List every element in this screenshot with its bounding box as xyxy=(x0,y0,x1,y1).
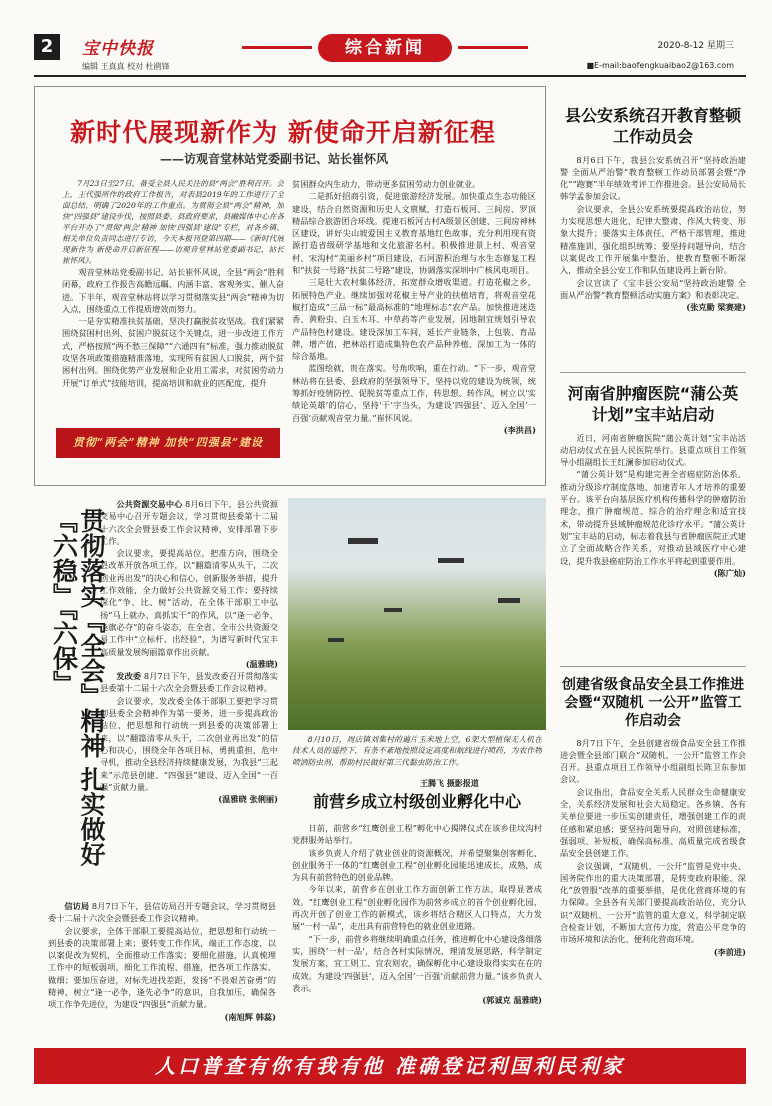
paper-logo: 宝中快报 xyxy=(82,39,154,59)
item-heading: 发改委 xyxy=(116,671,142,682)
police-article xyxy=(560,106,746,366)
item-text: 8月7日下午，县信访局召开专题会议，学习贯彻县委十二届十六次全会暨县委工作会议精神。 xyxy=(48,901,276,924)
article-paragraph: 今年以来，前营乡在创业工作方面创新工作方法，取得显著成效。“红鹰创业工程”创业孵化园作为前营乡成立的首个创业孵化园，再次开创了创业工作的新模式，该乡将结合精区人口特点，大力发展“一村一品”，走出具有前营特色的就业创业道路。 xyxy=(292,884,542,932)
article-paragraph: 8月6日下午，我县公安系统召开“坚持政治建警 全面从严治警”教育整顿工作动员部署会暨“净化”“跑赛”半年绩效考评工作推进会。县公安局局长韩学孟参加会议。 xyxy=(560,154,746,202)
hospital-article xyxy=(560,384,746,662)
article-paragraph: 日前，前营乡“红鹰创业工程”孵化中心揭牌仪式在该乡佳坟沟村党群服务站举行。 xyxy=(292,823,542,846)
item-byline: (温雅晓) xyxy=(245,658,278,669)
lead-paragraph: 贫困群众内生动力，带动更多贫困劳动力创业就业。 xyxy=(292,179,481,189)
article-paragraph: “下一步，前营乡将继续明确重点任务，推进孵化中心建设落细落实，围绕‘一村一品’，结合各村实际情况，理清发展思路，科学制定发展方案，宜工则工、宜农则农，确保孵化中心建设取得实实在在的成效。为建设‘四强县’，迈入全国‘一百强’贡献前营力量。”该乡负责人表示。 xyxy=(292,933,542,993)
article-paragraph: 8月7日下午，全县创建省级食品安全县工作推进会暨全县部门联合“双随机、一公开”监管工作会召开。县重点项目工作领导小组副组长陈卫东参加会议。 xyxy=(560,737,746,785)
header-rule xyxy=(34,75,746,77)
item-text: 会议要求，全体干部职工要提高站位，把思想和行动统一到县委的决策部署上来；要转变工作作风，端正工作态度，以以案促改为契机，全面推动工作落实；要细化措施，认真梳理工作中的短板弱项，细化工作流程、措施，把各项工作落实、做细；要加压奋进，对标先进找差距，发扬“不畏艰苦奋勇”的精神，树立“逢一必争，逢先必争”的意识，自我加压，确保各项工作争先进位，为建设“四强县”贡献力量。 xyxy=(48,925,276,1010)
lead-paragraph: 三是壮大农村集体经济，拓宽群众增收渠道。打造花椒之乡，拓展特色产业。继续加强对花椒主导产业的扶植培育，将观音堂花椒打造成“三品一标”最高标准的“地理标志”农产品。加快推进迷迭香、黄粉虫、白玉木耳、中草药等产业发展，因地制宜规划引导农产品特色村建设。建设深加工车间，延长产业链条，上包装、育品牌，增产值，把林站打造成集特色农产品种养植、深加工为一体的综合基地。 xyxy=(292,277,536,362)
masthead xyxy=(34,28,746,76)
article-byline: (郭诚克 温雅晓) xyxy=(482,995,542,1006)
plenum-column xyxy=(100,498,278,898)
item-text: 8月6日下午，县公共资源交易中心召开专题会议，学习贯彻县委第十二届十六次全会暨县委工作会议精神，安排部署下步工作。 xyxy=(100,499,278,546)
food-safety-title: 创建省级食品安全县工作推进会暨“双随机 一公开”监管工作启动会 xyxy=(562,677,744,730)
article-paragraph: 会议宣读了《宝丰县公安局“坚持政治建警 全面从严治警”教育整顿活动实施方案》和表彰决定。 xyxy=(560,277,746,300)
article-paragraph: 会议要求，全县公安系统要提高政治站位，努力实现思想大进化、纪律大整肃、作风大转变、形象大提升；要落实主体责任，严格干部管理，推进精准施训，强化组织统筹；要坚持问题导向，结合以案促改工作开展集中整治，使教育整顿不断深入，推动全县公安工作和队伍建设再上新台阶。 xyxy=(560,203,746,276)
item-text: 8月7日下午，县发改委召开贯彻落实县委第十二届十六次全会暨县委工作会议精神。 xyxy=(100,671,278,694)
vertical-headline: 贯彻落实『全会』精神 扎实做好『六稳』『六保』 xyxy=(49,508,106,867)
contact-email: ■E-mail:baofengkuaibao2@163.com xyxy=(586,61,734,70)
police-title: 县公安系统召开教育整顿工作动员会 xyxy=(564,106,741,146)
lead-paragraph: 一是夯实精准扶贫基础，坚决打赢脱贫攻坚战。我们紧紧围绕贫困村出列、贫困户脱贫这个关键点，进一步改进工作方式，严格按照“两不愁三保障”“六通四有”标准，强力推动脱贫攻坚各项政策措施精准落地，实现所有贫困人口脱贫，两个贫困村出列。围绕优势产业发展和企业用工需求，对贫困劳动力开展“订单式”技能培训，提高培训和就业的匹配度，提升 xyxy=(62,316,284,388)
item-byline: (南旭辉 韩蕊) xyxy=(224,1011,276,1022)
lead-title: 新时代展现新作为 新使命开启新征程 xyxy=(70,118,496,147)
census-slogan-banner: 人口普查有你有我有他 准确登记利国利民利家 xyxy=(34,1048,746,1084)
lead-intro: 7月23日至27日，备受全县人民关注的县“两会”胜利召开。会上，王代强所作的政府工作报告，对表县2019年的工作进行了全面总结，明确了2020年的工作重点。为贯彻全县“两会”精神，加快“四强县”建设步伐，按照县委、县政府要求，县融媒体中心在各平台开办了“贯彻‘两会’精神 加快‘四强县’建设”专栏，对各乡镇、相关单位负责同志进行专访，今天本报刊登第四期——《新时代展现新作为 新使命开启新征程——访观音堂林站党委副书记、站长崔怀风》。 xyxy=(62,179,284,265)
article-paragraph: 近日，河南省肿瘤医院“蒲公英计划”宝丰站活动启动仪式在县人民医院举行。县重点项目工作领导小组副组长王红澜参加启动仪式。 xyxy=(560,432,746,468)
article-paragraph: “蒲公英计划”是构建完善全省癌症防治体系、推动分级诊疗制度落地、加速青年人才培养的重要平台。该平台向基层医疗机构传播科学的肿瘤防治理念，推广肿瘤规范、综合的治疗理念和适宜技术，带动提升县域肿瘤规范化诊疗水平。“蒲公英计划”宝丰站的启动，标志着我县与省肿瘤医院正式建立了全面战略合作关系，对推动县域医疗中心建设，提升我县癌症防治工作水平将起到重要作用。 xyxy=(560,469,746,566)
article-byline: (陈广灿) xyxy=(713,567,746,578)
photo-credit: 王腾飞 摄影报道 xyxy=(420,779,479,788)
photo-caption-block xyxy=(292,734,542,778)
lead-paragraph: 蓝图绘就，贵在落实。号角吹响，重在行动。“下一步，观音堂林站将在县委、县政府的坚强领导下，坚持以党的建设为统领，统筹抓好疫情防控、促脱贫等重点工作，转思想、转作风，树立以‘实绩论英雄’的信心，坚持‘干’字当头，为建设‘四强县’、迈入全国‘一百强’贡献观音堂力量。”崔怀风说。 xyxy=(292,363,536,423)
campaign-banner: 贯彻“两会”精神 加快“四强县”建设 xyxy=(56,428,280,458)
item-text: 会议要求，要提高站位，把准方向，围绕全县改革开放各项工作，以“翻篇清零从头干，二次创业再出发”的决心和信心，创新服务举措，提升工作效能，全力做好公共资源交易工作；要持续深化“争、比、树”活动，在全体干部职工中弘扬“马上就办、真抓实干”的作风，以“逢一必争、逢旗必夺”的奋斗姿态，在全省、全市公共资源交易工作中“立标杆、出经验”，为谱写新时代宝丰高质量发展绚丽篇章作出贡献。 xyxy=(100,548,278,657)
incubator-article xyxy=(292,822,542,1036)
section-title: 综合新闻 xyxy=(318,34,452,62)
drone-photo xyxy=(288,498,546,730)
incubator-title: 前营乡成立村级创业孵化中心 xyxy=(312,792,521,811)
article-byline: (张克勤 梁赛建) xyxy=(686,302,746,313)
column-divider xyxy=(560,666,746,667)
food-safety-article xyxy=(560,676,746,1040)
item-heading: 信访局 xyxy=(64,901,90,911)
lead-byline: (李洪昌) xyxy=(503,424,536,435)
column-divider xyxy=(560,372,746,373)
hospital-title: 河南省肿瘤医院“蒲公英计划”宝丰站启动 xyxy=(567,384,739,424)
item-byline: (温雅晓 张俐丽) xyxy=(218,794,278,805)
photo-caption: 8月10日，周店镇刘集村的遍片玉米地上空，6架大型植保无人机在技术人员的遥控下，有条不紊地按照设定高度和航线进行喷药，为农作物喷洒防虫剂，帮助村民做好第三代黏虫防治工作。 xyxy=(292,735,542,767)
petition-column xyxy=(48,900,276,1036)
article-paragraph: 会议指出，食品安全关系人民群众生命健康安全，关系经济发展和社会大局稳定。各乡镇、各有关单位要进一步压实创建责任，增强创建工作的责任感和紧迫感；要坚持问题导向，对照创建标准，强弱项、补短板，确保高标准、高质量完成省级食品安全县创建工作。 xyxy=(560,786,746,859)
item-heading: 公共资源交易中心 xyxy=(116,499,183,509)
article-paragraph: 会议强调，“双随机、一公开”监管是党中央、国务院作出的重大决策部署，是转变政府职能、深化“放管服”改革的重要举措，是优化营商环境的有力保障。全县各有关部门要提高政治站位，充分认识“双随机、一公开”监管的重大意义，科学制定联合检查计划，不断加大宣传力度，营造公平竞争的市场环境和法治化、便利化营商环境。 xyxy=(560,860,746,945)
lead-column-right xyxy=(292,178,536,468)
issue-date: 2020-8-12 星期三 xyxy=(657,41,734,51)
lead-paragraph: 二是抓好招商引资，促进旅游经济发展。加快重点生态功能区建设，结合自然资源和历史人文禀赋，打造石板河、三间房、罗顶精品综合旅游团合环线。提速石板河古村A级景区创建、三间房神林区建设，讲好尖山坡爱国主义教育基地红色故事，充分利用现有资源打造省级研学基地和文化旅游名村。积极推进景上村、观音堂村、宋沟村“美丽乡村”项目建设，石河游积治理与水生态修复工程和“扶贫一号路”扶贫二号路”建设，协调落实深圳中广核风电项目。 xyxy=(292,191,536,276)
page-number: 2 xyxy=(34,34,60,60)
lead-subtitle: ——访观音堂林站党委副书记、站长崔怀风 xyxy=(160,152,389,166)
drone-icon xyxy=(288,498,546,730)
item-text: 会议要求，发改委全体干部职工要把学习贯彻县委全会精神作为第一要务，进一步提高政治站位，把思想和行动统一到县委的决策部署上来，以“翻篇清零从头干，二次创业再出发”的信心和决心，围绕全年各项目标，勇挑重担，危中寻机，推动全县经济持续健康发展，为我县“三起来”示范县创建、“四强县”建设、迈入全国“一百强”贡献力量。 xyxy=(100,695,278,792)
article-paragraph: 该乡负责人介绍了就业创业的资源概况，并希望聚集创客孵化、创业服务于一体的“红鹰创业工程”创业孵化园能迅速成长，成熟，成为具有前营特色的创业品牌。 xyxy=(292,847,542,883)
article-byline: (李前进) xyxy=(713,946,746,957)
lead-paragraph: 观音堂林站党委副书记、站长崔怀风说，全县“两会”胜利闭幕，政府工作报告高瞻远瞩、内涵丰富、客观务实、催人奋进。下半年，观音堂林站将以学习贯彻落实县“两会”精神为切入点，围绕重点工作提质增效而努力。 xyxy=(62,267,284,314)
lead-column-left xyxy=(62,178,284,424)
staff-line: 编辑 王真真 校对 杜鹃锋 xyxy=(82,62,170,71)
